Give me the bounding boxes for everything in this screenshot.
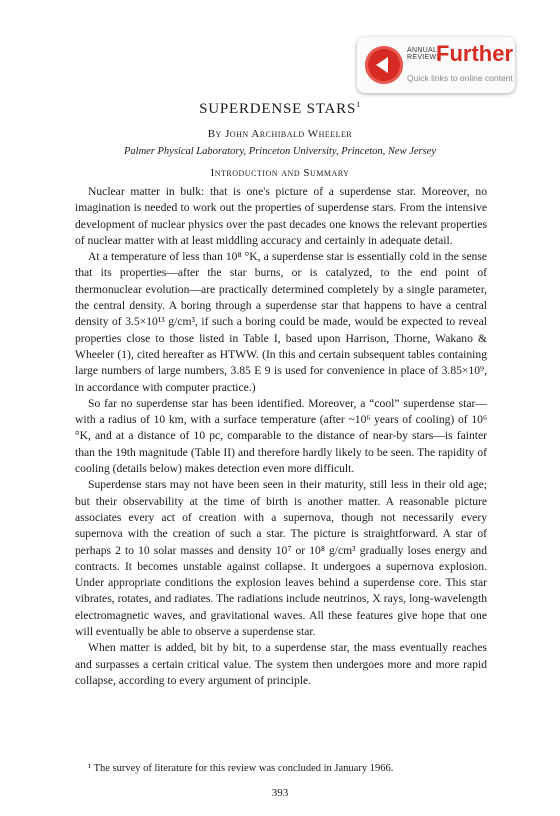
- paragraph: Superdense stars may not have been seen in their maturity, still less in their old age; but their observability at the time of birth is another matter. A reasonable picture associates every act of creation with a supernova, though not necessarily every supernova with the creation of such a star. The picture is straightforward. A star of perhaps 2 to 10 solar masses and density 10⁷ or 10⁸ g/cm³ gradually loses energy and contracts. It becomes unstable against collapse. It undergoes a supernova explosion. Under appropriate conditions the explosion leaves behind a superdense core. This star vibrates, rotates, and radiates. The radiations include neutrinos, X rays, long-wavelength electromagnetic waves, and gravitational waves. All these features give hope that one will eventually be able to observe a superdense star.: [75, 478, 487, 639]
- paragraph: At a temperature of less than 10⁸ °K, a superdense star is essentially cold in the sense that its properties—after the star burns, or is catalyzed, to the end point of thermonuclear evolution—are practically determined completely by a single parameter, the central density. A boring through a superdense star that happens to have a central density of 3.5×10¹³ g/cm³, if such a boring could be made, would be expected to reveal properties close to those listed in Table I, based upon Harrison, Thorne, Wakano & Wheeler (1), cited hereafter as HTWW. (In this and certain subsequent tables containing large numbers of large numbers, 3.85 E 9 is used for convenience in place of 3.85×10⁹, in accordance with computer practice.): [75, 250, 487, 394]
- badge-publisher: ANNUAL REVIEWS: [407, 47, 442, 61]
- paragraph: When matter is added, bit by bit, to a superdense star, the mass eventually reaches and surpasses a certain critical value. The system then undergoes more and more rapid collapse, according to every argument of principle.: [75, 641, 487, 687]
- affiliation: Palmer Physical Laboratory, Princeton University, Princeton, New Jersey: [123, 146, 437, 157]
- page-number: 393: [271, 787, 289, 799]
- footnote: ¹ The survey of literature for this review was concluded in January 1966.: [88, 763, 394, 774]
- section-heading: Introduction and Summary: [210, 167, 350, 179]
- annual-reviews-logo-icon: [365, 46, 403, 84]
- badge-further-label: Further: [436, 41, 513, 66]
- article-title: SUPERDENSE STARS$^1$: [199, 100, 361, 117]
- article-body: [75, 184, 487, 689]
- paragraph: Nuclear matter in bulk: that is one's picture of a superdense star. Moreover, no imagination is needed to work out the properties of superdense stars. From the intensive development of nuclear physics over the past decades one knows the relevant properties of nuclear matter with at least middling accuracy and certainly in adequate detail.: [75, 185, 487, 247]
- paragraph: So far no superdense star has been identified. Moreover, a “cool” superdense star—with a radius of 10 km, with a surface temperature (after ~10⁶ years of cooling) of 10⁶ °K, and at a distance of 10 pc, comparable to the distance of near-by stars—is fainter than the 19th magnitude (Table II) and therefore hardly likely to be seen. The rapidity of cooling (details below) makes detection even more difficult.: [75, 396, 487, 476]
- further-badge[interactable]: [357, 37, 515, 93]
- author-line: By John Archibald Wheeler: [207, 128, 353, 140]
- title-footnote-mark: 1: [356, 100, 361, 109]
- badge-subtitle: Quick links to online content: [407, 73, 513, 83]
